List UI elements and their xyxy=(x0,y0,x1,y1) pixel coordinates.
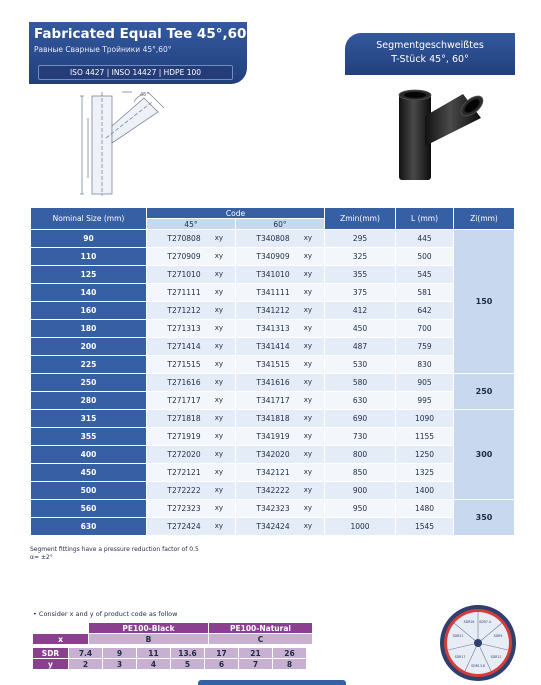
code-suffix: xy xyxy=(214,468,223,476)
table-row xyxy=(31,392,515,410)
table-row xyxy=(31,266,515,284)
code-45-value: T272424 xyxy=(167,522,201,531)
code-60-value: T341818 xyxy=(256,414,290,423)
nominal-size-cell: 110 xyxy=(31,248,147,266)
code-suffix: xy xyxy=(214,360,223,368)
grid-spacer xyxy=(33,623,89,634)
material-code-grid xyxy=(33,623,313,645)
l-cell: 905 xyxy=(396,374,454,392)
zmin-cell: 900 xyxy=(325,482,396,500)
l-cell: 545 xyxy=(396,266,454,284)
black-material-label: PE100-Black xyxy=(89,623,209,634)
natural-material-label: PE100-Natural xyxy=(209,623,313,634)
code-suffix: xy xyxy=(303,288,313,296)
zmin-cell: 950 xyxy=(325,500,396,518)
code-suffix: xy xyxy=(303,450,313,458)
page-subtitle-russian: Равные Сварные Тройники 45°,60° xyxy=(34,45,172,54)
title-banner xyxy=(29,22,254,84)
table-row xyxy=(31,356,515,374)
table-row xyxy=(31,428,515,446)
sdr-segment-label: SDR21 xyxy=(452,634,464,638)
pressure-note: Segment fittings have a pressure reduction factor of 0.5 xyxy=(30,546,199,553)
l-cell: 642 xyxy=(396,302,454,320)
code-60-cell xyxy=(236,392,325,410)
zmin-cell: 690 xyxy=(325,410,396,428)
dimension-table xyxy=(30,207,515,536)
header-zi: Zi(mm) xyxy=(454,208,515,230)
l-cell: 1250 xyxy=(396,446,454,464)
code-60-value: T341414 xyxy=(256,342,290,351)
code-60-value: T342222 xyxy=(256,486,290,495)
code-60-cell xyxy=(236,248,325,266)
sdr-value: 17 xyxy=(205,648,239,659)
code-suffix: xy xyxy=(214,522,223,530)
code-45-value: T271919 xyxy=(167,432,201,441)
zmin-cell: 487 xyxy=(325,338,396,356)
y-label: y xyxy=(33,659,69,670)
zmin-cell: 850 xyxy=(325,464,396,482)
table-row xyxy=(31,374,515,392)
code-suffix: xy xyxy=(214,486,223,494)
table-row xyxy=(31,284,515,302)
zmin-cell: 295 xyxy=(325,230,396,248)
code-suffix: xy xyxy=(303,414,313,422)
code-60-value: T341919 xyxy=(256,432,290,441)
code-suffix: xy xyxy=(303,396,313,404)
code-45-value: T272222 xyxy=(167,486,201,495)
german-title-line2: T-Stück 45°, 60° xyxy=(391,54,469,65)
zmin-cell: 450 xyxy=(325,320,396,338)
sdr-segment-label: SDR9 xyxy=(493,634,503,638)
code-45-cell xyxy=(147,356,236,374)
table-row xyxy=(31,338,515,356)
code-60-value: T340808 xyxy=(256,234,290,243)
l-cell: 1545 xyxy=(396,518,454,536)
sdr-value: 26 xyxy=(273,648,307,659)
code-60-cell xyxy=(236,482,325,500)
code-suffix: xy xyxy=(303,378,313,386)
code-60-cell xyxy=(236,266,325,284)
code-45-value: T271515 xyxy=(167,360,201,369)
code-45-cell xyxy=(147,518,236,536)
code-suffix: xy xyxy=(303,504,313,512)
sdr-pipe-diagram xyxy=(438,603,518,683)
code-suffix: xy xyxy=(214,270,223,278)
code-45-value: T270808 xyxy=(167,234,201,243)
code-60-cell xyxy=(236,446,325,464)
code-60-cell xyxy=(236,428,325,446)
code-60-value: T342020 xyxy=(256,450,290,459)
tee-technical-drawing xyxy=(70,88,180,198)
code-60-value: T342121 xyxy=(256,468,290,477)
code-suffix: xy xyxy=(214,432,223,440)
sdr-value: 13.6 xyxy=(171,648,205,659)
sdr-code-grid xyxy=(33,648,307,670)
zi-cell: 300 xyxy=(454,410,515,500)
y-value: 8 xyxy=(273,659,307,670)
code-45-value: T272121 xyxy=(167,468,201,477)
nominal-size-cell: 160 xyxy=(31,302,147,320)
code-60-cell xyxy=(236,320,325,338)
sdr-value: 11 xyxy=(137,648,171,659)
code-suffix: xy xyxy=(303,432,313,440)
sdr-label: SDR xyxy=(33,648,69,659)
sdr-segment-label: SDR13.6 xyxy=(471,664,485,668)
sdr-segment-label: SDR11 xyxy=(490,655,502,659)
german-title-line1: Segmentgeschweißtes xyxy=(376,40,484,51)
tee-product-photo xyxy=(385,86,495,186)
nominal-size-cell: 355 xyxy=(31,428,147,446)
zmin-cell: 355 xyxy=(325,266,396,284)
header-code-45: 45° xyxy=(147,219,236,230)
sdr-value: 21 xyxy=(239,648,273,659)
code-60-value: T342323 xyxy=(256,504,290,513)
code-45-cell xyxy=(147,374,236,392)
code-60-cell xyxy=(236,230,325,248)
nominal-size-cell: 560 xyxy=(31,500,147,518)
code-45-cell xyxy=(147,428,236,446)
code-60-cell xyxy=(236,464,325,482)
code-suffix: xy xyxy=(303,522,313,530)
code-60-value: T340909 xyxy=(256,252,290,261)
code-45-value: T271616 xyxy=(167,378,201,387)
code-60-value: T341616 xyxy=(256,378,290,387)
code-45-value: T271414 xyxy=(167,342,201,351)
code-60-value: T341515 xyxy=(256,360,290,369)
l-cell: 445 xyxy=(396,230,454,248)
nominal-size-cell: 400 xyxy=(31,446,147,464)
l-cell: 830 xyxy=(396,356,454,374)
zmin-cell: 730 xyxy=(325,428,396,446)
code-60-cell xyxy=(236,518,325,536)
table-row xyxy=(31,320,515,338)
code-suffix: xy xyxy=(303,306,313,314)
angle-tolerance-note: α= ±2° xyxy=(30,554,53,561)
header-code-60: 60° xyxy=(236,219,325,230)
code-45-cell xyxy=(147,500,236,518)
code-suffix: xy xyxy=(214,504,223,512)
sdr-segment-label: SDR7.4 xyxy=(479,620,491,624)
code-suffix: xy xyxy=(303,468,313,476)
code-45-cell xyxy=(147,266,236,284)
code-60-cell xyxy=(236,374,325,392)
zmin-cell: 800 xyxy=(325,446,396,464)
code-45-value: T270909 xyxy=(167,252,201,261)
code-45-cell xyxy=(147,338,236,356)
code-60-value: T341212 xyxy=(256,306,290,315)
nominal-size-cell: 125 xyxy=(31,266,147,284)
header-code: Code xyxy=(147,208,325,219)
code-45-cell xyxy=(147,302,236,320)
angle-label: 45° xyxy=(140,92,149,98)
code-suffix: xy xyxy=(303,270,313,278)
code-45-value: T272323 xyxy=(167,504,201,513)
code-45-cell xyxy=(147,446,236,464)
y-value: 5 xyxy=(171,659,205,670)
code-60-value: T341111 xyxy=(256,288,290,297)
zmin-cell: 325 xyxy=(325,248,396,266)
code-suffix: xy xyxy=(214,396,223,404)
nominal-size-cell: 200 xyxy=(31,338,147,356)
code-45-value: T271717 xyxy=(167,396,201,405)
l-cell: 1155 xyxy=(396,428,454,446)
nominal-size-cell: 630 xyxy=(31,518,147,536)
y-value: 3 xyxy=(103,659,137,670)
x-label: x xyxy=(33,634,89,645)
l-cell: 500 xyxy=(396,248,454,266)
y-value: 4 xyxy=(137,659,171,670)
header-zmin: Zmin(mm) xyxy=(325,208,396,230)
nominal-size-cell: 90 xyxy=(31,230,147,248)
code-45-cell xyxy=(147,464,236,482)
l-cell: 1400 xyxy=(396,482,454,500)
table-notes xyxy=(30,546,199,562)
table-row xyxy=(31,248,515,266)
code-60-value: T341313 xyxy=(256,324,290,333)
code-suffix: xy xyxy=(214,342,223,350)
code-60-cell xyxy=(236,410,325,428)
code-45-cell xyxy=(147,248,236,266)
l-cell: 581 xyxy=(396,284,454,302)
code-suffix: xy xyxy=(214,378,223,386)
sdr-segment-label: SDR26 xyxy=(463,620,475,624)
l-cell: 759 xyxy=(396,338,454,356)
y-value: 2 xyxy=(69,659,103,670)
code-suffix: xy xyxy=(303,360,313,368)
table-row xyxy=(31,446,515,464)
natural-material-code: C xyxy=(209,634,313,645)
code-45-cell xyxy=(147,392,236,410)
l-cell: 700 xyxy=(396,320,454,338)
code-45-value: T271010 xyxy=(167,270,201,279)
code-legend-intro: • Consider x and y of product code as follow xyxy=(33,610,178,618)
code-suffix: xy xyxy=(214,234,223,242)
footer-tab xyxy=(198,680,346,685)
page-title: Fabricated Equal Tee 45°,60° xyxy=(34,26,254,42)
nominal-size-cell: 140 xyxy=(31,284,147,302)
zmin-cell: 630 xyxy=(325,392,396,410)
l-cell: 1090 xyxy=(396,410,454,428)
code-45-value: T271212 xyxy=(167,306,201,315)
sdr-value: 7.4 xyxy=(69,648,103,659)
code-45-cell xyxy=(147,284,236,302)
nominal-size-cell: 450 xyxy=(31,464,147,482)
nominal-size-cell: 250 xyxy=(31,374,147,392)
table-row xyxy=(31,500,515,518)
y-value: 6 xyxy=(205,659,239,670)
code-45-cell xyxy=(147,320,236,338)
code-suffix: xy xyxy=(214,414,223,422)
code-60-cell xyxy=(236,338,325,356)
zmin-cell: 375 xyxy=(325,284,396,302)
zmin-cell: 412 xyxy=(325,302,396,320)
code-60-cell xyxy=(236,356,325,374)
code-60-value: T341010 xyxy=(256,270,290,279)
zmin-cell: 1000 xyxy=(325,518,396,536)
zmin-cell: 530 xyxy=(325,356,396,374)
code-suffix: xy xyxy=(303,234,313,242)
code-60-cell xyxy=(236,302,325,320)
table-row xyxy=(31,410,515,428)
code-45-value: T272020 xyxy=(167,450,201,459)
code-45-value: T271313 xyxy=(167,324,201,333)
code-45-cell xyxy=(147,230,236,248)
german-title-banner xyxy=(345,33,515,75)
nominal-size-cell: 180 xyxy=(31,320,147,338)
l-cell: 1480 xyxy=(396,500,454,518)
table-row xyxy=(31,230,515,248)
code-60-value: T341717 xyxy=(256,396,290,405)
standards-badge: ISO 4427 | INSO 14427 | HDPE 100 xyxy=(38,65,233,80)
code-60-value: T342424 xyxy=(256,522,290,531)
zi-cell: 350 xyxy=(454,500,515,536)
zmin-cell: 580 xyxy=(325,374,396,392)
y-value: 7 xyxy=(239,659,273,670)
code-suffix: xy xyxy=(214,252,223,260)
header-nominal-size: Nominal Size (mm) xyxy=(31,208,147,230)
code-45-value: T271818 xyxy=(167,414,201,423)
table-row xyxy=(31,464,515,482)
l-cell: 1325 xyxy=(396,464,454,482)
table-row xyxy=(31,482,515,500)
sdr-value: 9 xyxy=(103,648,137,659)
code-suffix: xy xyxy=(303,486,313,494)
nominal-size-cell: 500 xyxy=(31,482,147,500)
zi-cell: 250 xyxy=(454,374,515,410)
nominal-size-cell: 225 xyxy=(31,356,147,374)
code-suffix: xy xyxy=(303,324,313,332)
black-material-code: B xyxy=(89,634,209,645)
code-suffix: xy xyxy=(214,450,223,458)
code-45-value: T271111 xyxy=(167,288,201,297)
l-cell: 995 xyxy=(396,392,454,410)
nominal-size-cell: 280 xyxy=(31,392,147,410)
sdr-segment-label: SDR17 xyxy=(454,655,466,659)
code-suffix: xy xyxy=(303,252,313,260)
code-suffix: xy xyxy=(214,324,223,332)
zi-cell: 150 xyxy=(454,230,515,374)
table-row xyxy=(31,302,515,320)
code-45-cell xyxy=(147,410,236,428)
nominal-size-cell: 315 xyxy=(31,410,147,428)
code-60-cell xyxy=(236,284,325,302)
code-suffix: xy xyxy=(214,288,223,296)
code-suffix: xy xyxy=(303,342,313,350)
code-60-cell xyxy=(236,500,325,518)
code-45-cell xyxy=(147,482,236,500)
header-l: L (mm) xyxy=(396,208,454,230)
table-row xyxy=(31,518,515,536)
code-suffix: xy xyxy=(214,306,223,314)
